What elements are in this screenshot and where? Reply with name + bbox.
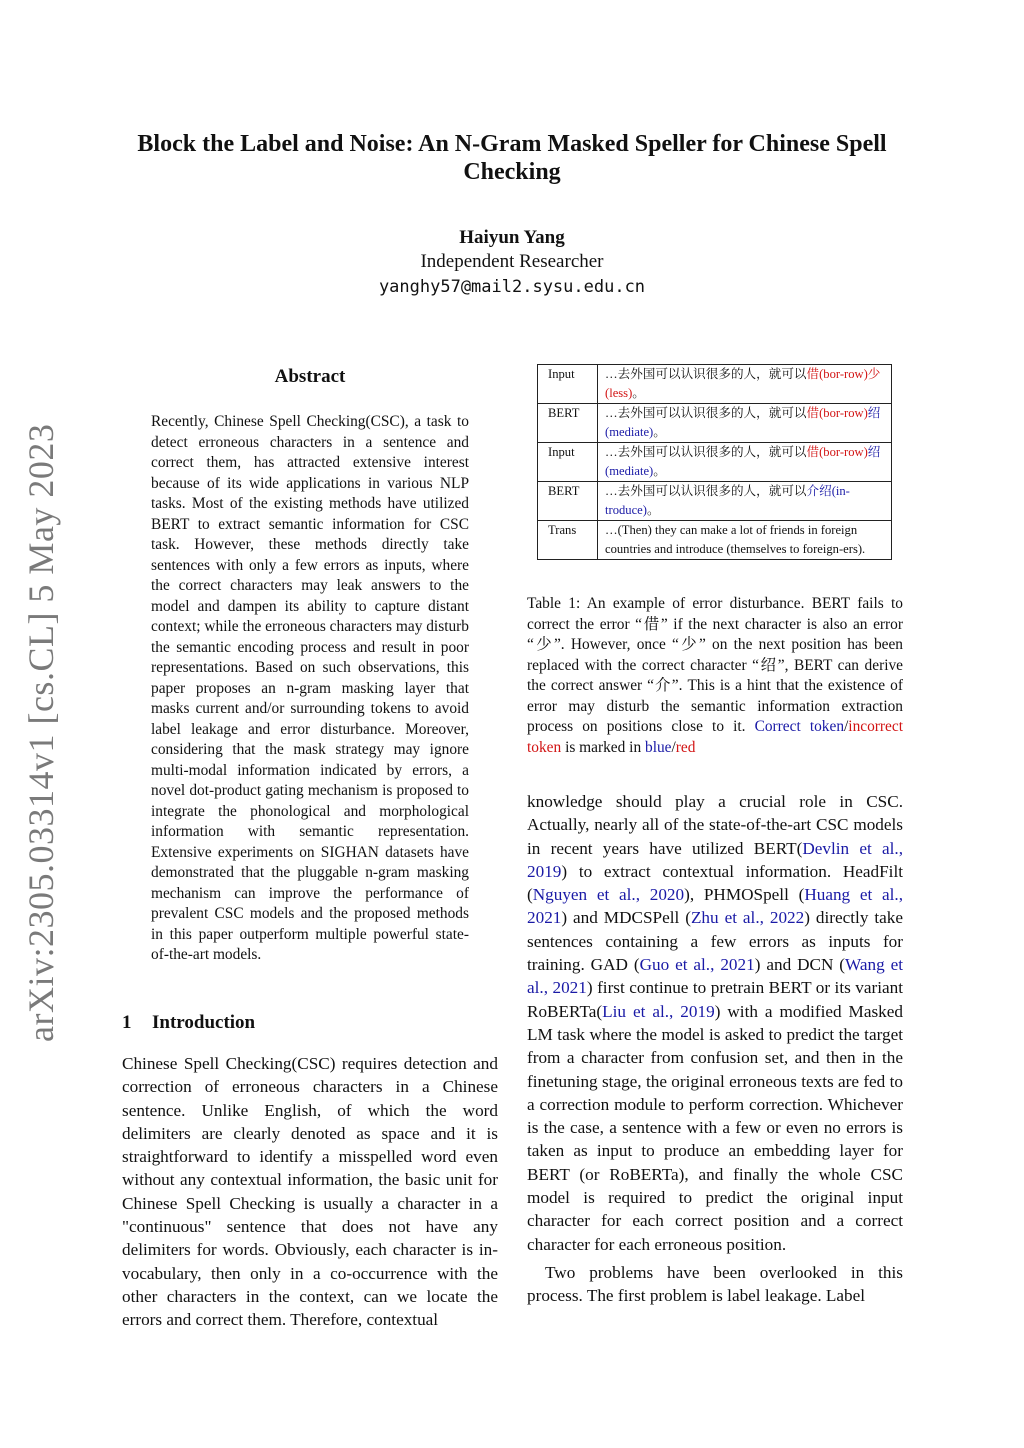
paragraph-text: ) to extract contextual information. HeadFilt ( <box>527 861 903 905</box>
caption-text: Table 1: An example of error disturbance. BERT fails to correct the error “借” if the next character is also an error “少”. However, once “少” on the next position has been replaced with the correct character “绍”, BERT can derive the correct answer “介”. This is a hint that the existence of error may disturb the semantic information extraction process on positions close to it. <box>527 595 903 735</box>
citation-link[interactable]: Zhu et al., 2022 <box>690 908 805 928</box>
correct-token: 介绍(in-troduce) <box>605 484 850 517</box>
introduction-left-column <box>122 1052 498 1332</box>
table-row-label: BERT <box>538 404 598 443</box>
paragraph-text: ) directly take sentences containing a few errors as inputs for training. GAD ( <box>527 908 903 975</box>
table-row <box>538 521 892 560</box>
intro-paragraph-2: Two problems have been overlooked in this process. The first problem is label leakage. Label <box>527 1262 903 1306</box>
correct-token: 绍(mediate) <box>605 406 881 439</box>
caption-slash: / <box>844 718 849 735</box>
citation-link[interactable]: Guo et al., 2021 <box>639 955 755 975</box>
caption-correct-token: Correct token <box>754 718 845 735</box>
citation-link[interactable]: Huang et al., 2021 <box>527 885 903 928</box>
caption-red-word: red <box>675 738 696 756</box>
caption-slash-2: / <box>671 738 676 756</box>
table-row <box>538 404 892 443</box>
table-row-sentence <box>598 365 892 404</box>
introduction-right-column <box>527 790 903 1308</box>
paper-title: Block the Label and Noise: An N-Gram Masked Speller for Chinese Spell Checking <box>137 131 887 185</box>
table-row-sentence <box>598 404 892 443</box>
sentence-suffix: 。 <box>653 425 666 439</box>
citation-link[interactable]: Wang et al., 2021 <box>527 955 903 998</box>
citation-link[interactable]: Liu et al., 2019 <box>602 1001 715 1021</box>
sentence-suffix: 。 <box>632 386 645 400</box>
intro-paragraph-1: Chinese Spell Checking(CSC) requires detection and correction of erroneous characters in a Chinese sentence. Unlike English, of which the word delimiters are clearly denoted as space and it is straightforward to identify a misspelled word even without any contextual information, the basic unit for Chinese Spell Checking is usually a character in a "continuous" sentence that does not have any delimiters for words. Obviously, each character is in-vocabulary, then only in a co-occurrence with the other characters in the context, can we locate the errors and correct them. Therefore, contextual <box>122 1054 498 1330</box>
paragraph-text: ) with a modified Masked LM task where the model is asked to predict the target from a character from confusion set, and then in the finetuning stage, the original erroneous texts are fed to a correction module to perform correction. Whichever is the case, a sentence with a few or even no errors is taken as input to produce an embedding layer for BERT (or RoBERTa), and finally the whole CSC model is required to predict the original input character for each correct position and a correct character for each erroneous position. <box>527 1001 903 1254</box>
section-title: Introduction <box>152 1012 256 1033</box>
incorrect-token: 借(bor-row) <box>806 367 868 381</box>
table-row-sentence <box>598 482 892 521</box>
sentence-suffix: 。 <box>646 503 660 517</box>
sentence-prefix: …去外国可以认识很多的人，就可以 <box>605 367 807 381</box>
sentence-suffix: 。 <box>653 464 666 478</box>
incorrect-token: 借(bor-row) <box>806 406 868 420</box>
incorrect-token: 少(less) <box>605 367 881 400</box>
table-caption <box>527 594 903 758</box>
section-number: 1 <box>122 1012 132 1033</box>
sentence-prefix: …去外国可以认识很多的人，就可以 <box>605 445 807 459</box>
citation-link[interactable]: Nguyen et al., 2020 <box>532 885 685 905</box>
table-row-label: Trans <box>538 521 598 560</box>
caption-marked-in: is marked in <box>565 738 642 756</box>
caption-blue-word: blue <box>645 738 672 756</box>
author-block <box>212 226 812 300</box>
paragraph-text: ) first continue to pretrain BERT or its variant RoBERTa( <box>527 978 903 1021</box>
table-row-sentence <box>598 443 892 482</box>
table-row <box>538 365 892 404</box>
example-table <box>537 364 892 560</box>
caption-incorrect-token: incorrect token <box>527 718 903 756</box>
section-heading-introduction <box>122 1012 502 1034</box>
arxiv-identifier-stamp: arXiv:2305.03314v1 [cs.CL] 5 May 2023 <box>21 423 61 1042</box>
author-email: yanghy57@mail2.sysu.edu.cn <box>378 277 646 297</box>
abstract-heading: Abstract <box>274 366 346 387</box>
table-row-label: Input <box>538 365 598 404</box>
table-row-sentence <box>598 521 892 560</box>
table-row <box>538 482 892 521</box>
paragraph-text: ) and DCN ( <box>754 955 846 975</box>
table-row-label: BERT <box>538 482 598 521</box>
table-row <box>538 443 892 482</box>
sentence-prefix: …(Then) they can make a lot of friends in foreign countries and introduce (themselves to foreign-ers). <box>605 523 866 556</box>
paragraph-text: ) and MDCSPell ( <box>561 908 691 928</box>
author-name: Haiyun Yang <box>459 227 565 248</box>
intro-paragraph-continued <box>527 790 903 1256</box>
citation-link[interactable]: Devlin et al., 2019 <box>527 838 903 881</box>
author-affiliation: Independent Researcher <box>420 251 604 272</box>
correct-token: 绍(mediate) <box>605 445 881 478</box>
abstract-body: Recently, Chinese Spell Checking(CSC), a task to detect erroneous characters in a sentence and correct them, has attracted extensive interest because of its wide applications in various NLP tasks. Most of the existing methods have utilized BERT to extract semantic information for CSC task. However, these methods directly take sentences with only a few errors as inputs, where the correct characters may leak answers to the model and dampen its ability to capture distant context; while the erroneous characters may disturb the semantic encoding process and result in poor representations. Based on such observations, this paper proposes an n-gram masking layer that masks current and/or surrounding tokens to avoid label leakage and error disturbance. Moreover, considering that the mask strategy may ignore multi-modal information indicated by errors, a novel dot-product gating mechanism is proposed to integrate the phonological and morphological information with semantic representation. Extensive experiments on SIGHAN datasets have demonstrated that the pluggable n-gram masking mechanism can improve the performance of prevalent CSC models and the proposed methods in this paper outperform multiple powerful state-of-the-art models. <box>151 413 469 963</box>
paragraph-text: knowledge should play a crucial role in CSC. Actually, nearly all of the state-of-the-art CSC models in recent years have utilized BERT( <box>527 792 903 858</box>
paragraph-text: ), PHMOSpell ( <box>684 885 805 905</box>
incorrect-token: 借(bor-row) <box>806 445 868 459</box>
sentence-prefix: …去外国可以认识很多的人，就可以 <box>605 484 807 498</box>
table-row-label: Input <box>538 443 598 482</box>
sentence-prefix: …去外国可以认识很多的人，就可以 <box>605 406 807 420</box>
